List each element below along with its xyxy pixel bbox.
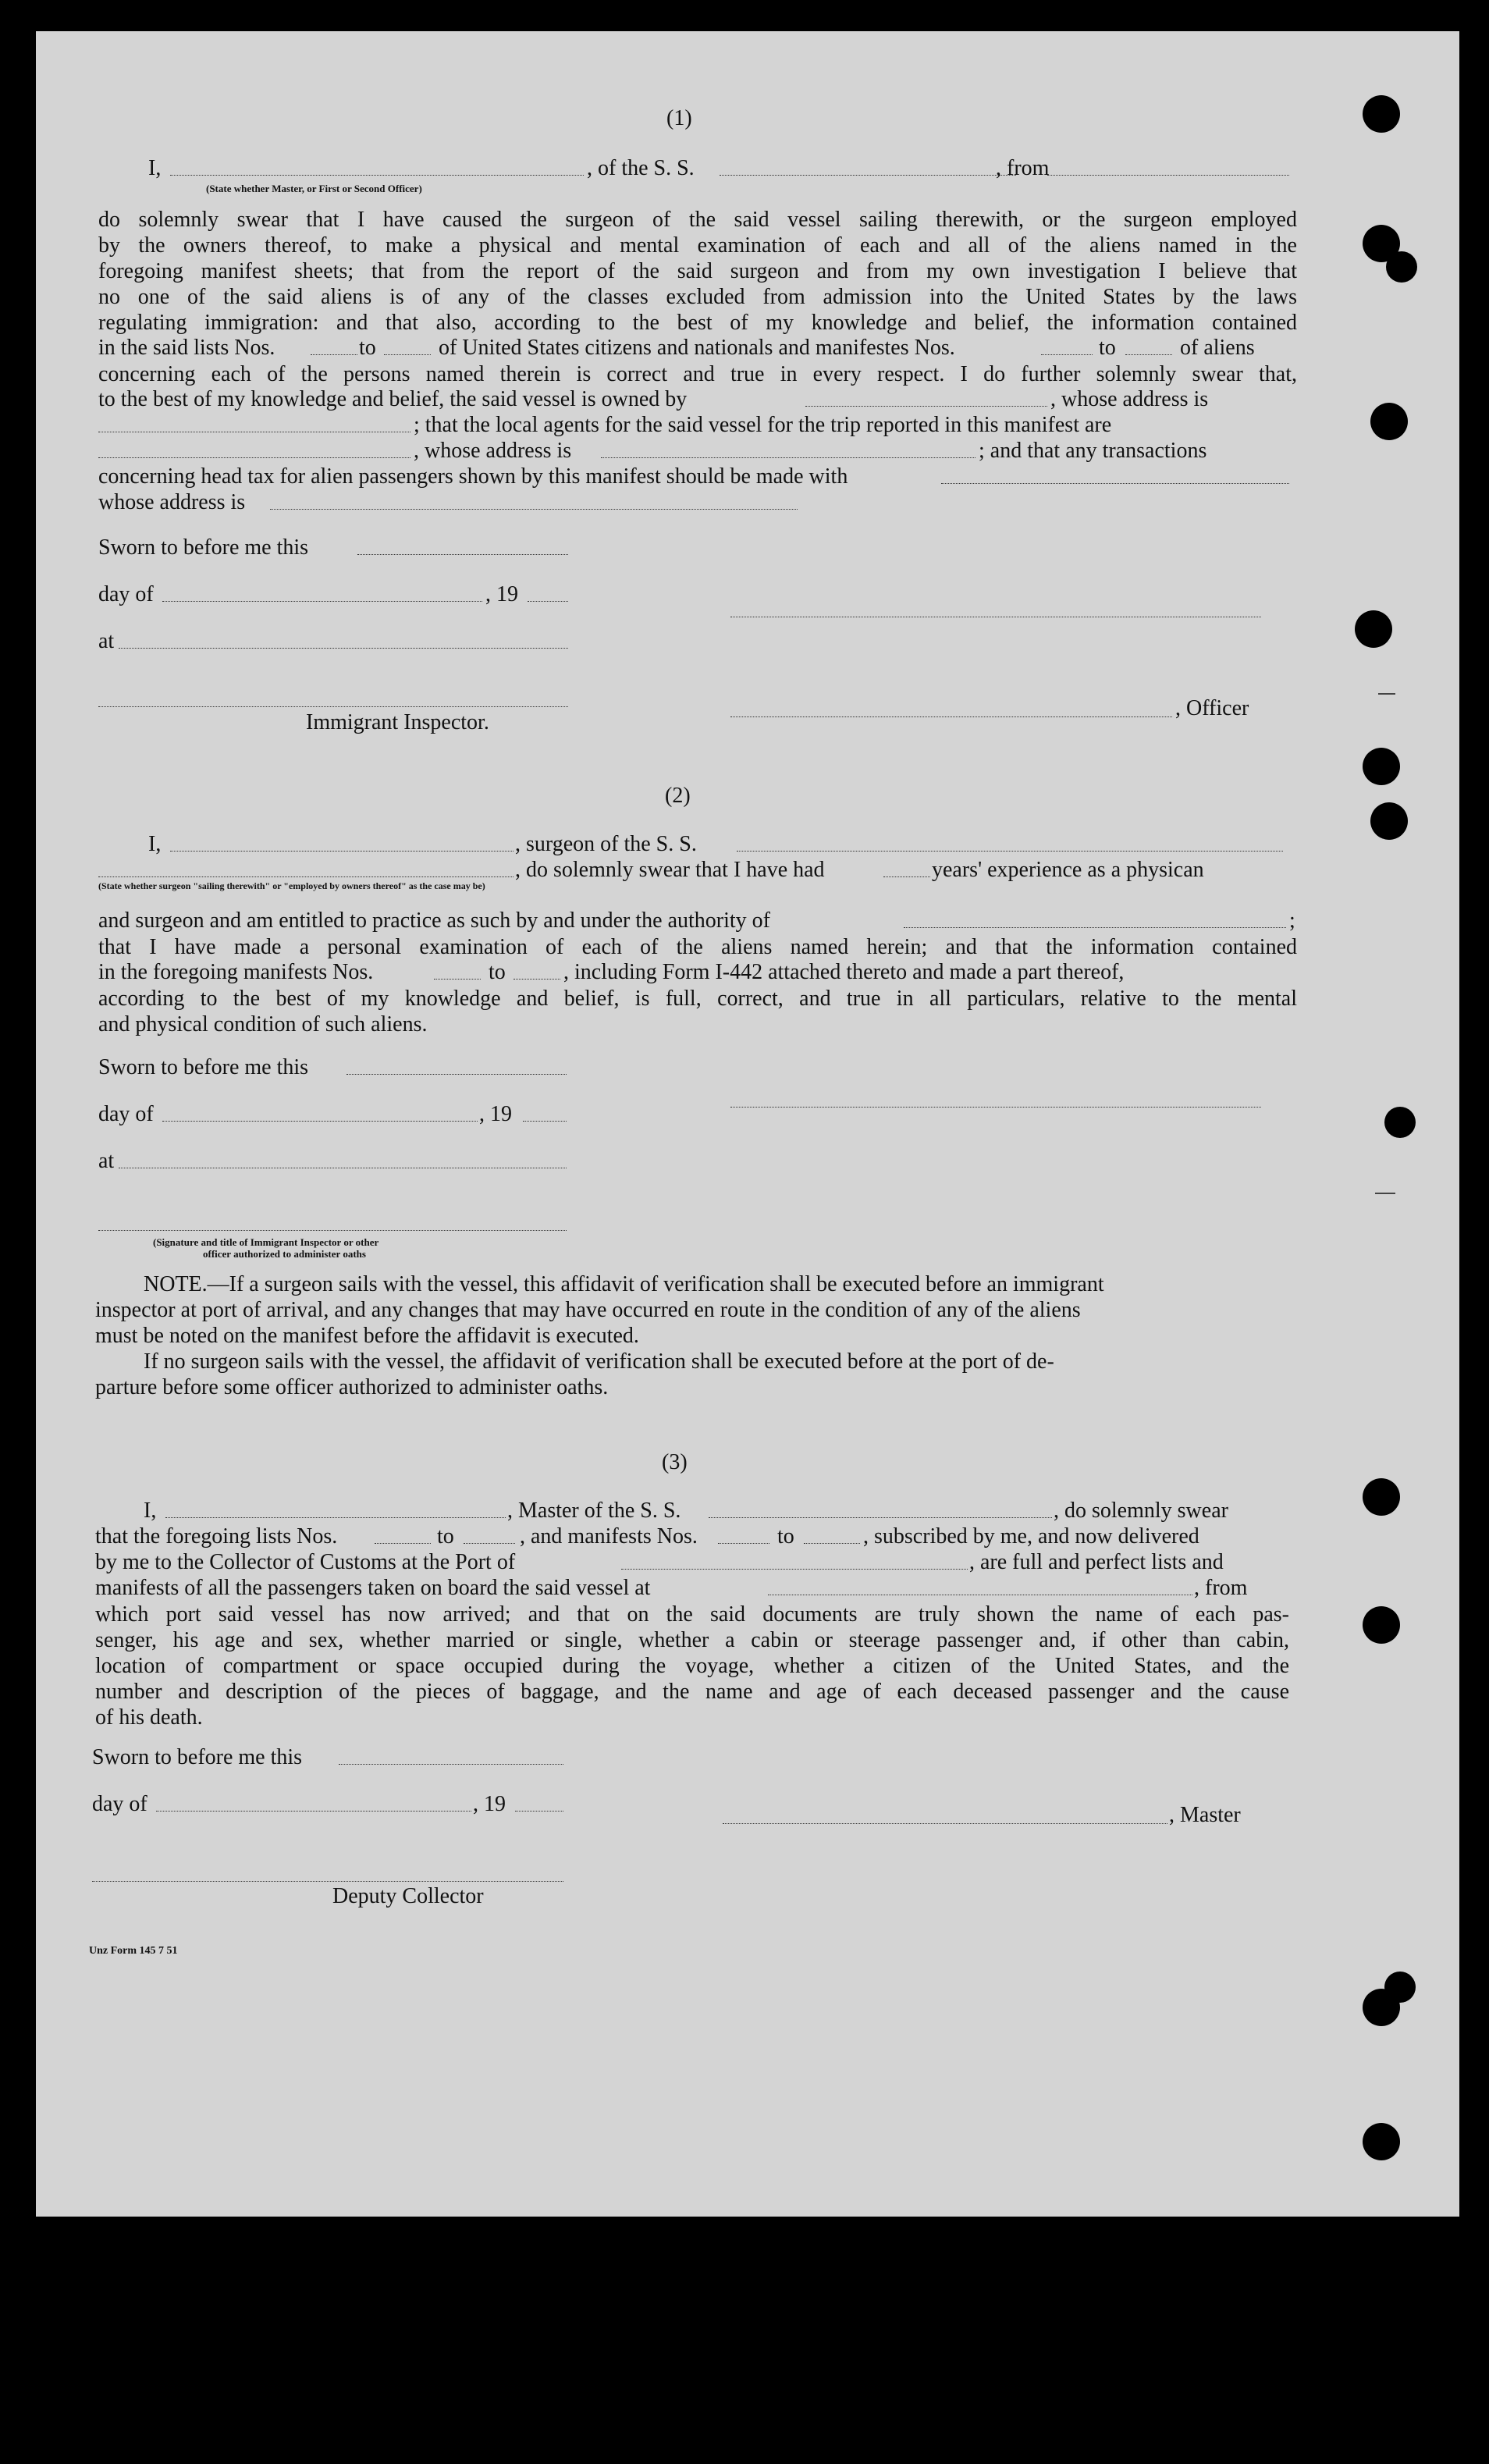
oath-row: concerning each of the persons named therein is correct and true in every respect. I do further solemnly swear that, [98,362,1297,386]
label-from: , from [996,156,1050,180]
punch-hole [1363,1606,1400,1644]
port-field[interactable] [621,1569,968,1570]
form-i442-label: , including Form I-442 attached thereto and made a part thereof, [563,960,1125,984]
agents-address-label: , whose address is [414,439,572,463]
master-paragraph [95,1602,1289,1730]
label-of-ss: , of the S. S. [587,156,695,180]
day-of-label: day of [92,1792,147,1816]
month-field[interactable] [162,601,482,602]
oath-row: which port said vessel has now arrived; and that on the said documents are truly shown the name of each pas- [95,1602,1289,1627]
officer-signature-field[interactable] [730,716,1172,717]
owned-by-label: to the best of my knowledge and belief, the said vessel is owned by [98,387,688,411]
sworn-day-field[interactable] [357,554,568,555]
signature-caption-line1: (Signature and title of Immigrant Inspector or other [153,1236,379,1248]
month-field[interactable] [162,1121,478,1122]
note-text: must be noted on the manifest before the affidavit is executed. [95,1324,639,1348]
day-of-label: day of [98,1102,154,1126]
master-label: , Master [1169,1803,1241,1827]
oath-row: foregoing manifest sheets; that from the report of the said surgeon and from my own investigation I believe that [98,259,1297,283]
oath-row: senger, his age and sex, whether married or single, whether a cabin or steerage passenger and, if other than cabin, [95,1628,1289,1652]
master-name-field[interactable] [165,1517,506,1518]
officer-label: , Officer [1175,696,1249,720]
year-label: , 19 [485,582,518,606]
year-field[interactable] [528,601,568,602]
head-tax-label: concerning head tax for alien passengers shown by this manifest should be made with [98,464,848,489]
punch-hole [1370,403,1408,440]
oath-row-7 [98,361,1297,387]
to-label: to [359,336,376,360]
oath-row: of his death. [95,1705,203,1730]
punch-hole [1363,748,1400,785]
to-label: to [777,1524,794,1548]
label-i: I, [148,832,162,856]
margin-mark [1375,1193,1395,1194]
sworn-label: Sworn to before me this [98,535,309,560]
section-1-number: (1) [666,106,692,130]
surgeon-status-field[interactable] [98,876,514,877]
surgeon-name-field[interactable] [170,851,514,852]
section-3-number: (3) [662,1450,688,1474]
note-text: If no surgeon sails with the vessel, the affidavit of verification shall be executed before at the port of de- [144,1349,1054,1374]
note-text: inspector at port of arrival, and any changes that may have occurred en route in the condition of any of the aliens [95,1298,1081,1322]
surgeon-paragraph-rows [98,986,1297,1037]
agents-address-field[interactable] [601,457,975,458]
label-i: I, [148,156,162,180]
manifests-to-field[interactable] [1125,354,1172,355]
surgeon-vessel-field[interactable] [737,851,1283,852]
authority-label: and surgeon and am entitled to practice as such by and under the authority of [98,908,770,933]
oath-row: do solemnly swear that I have caused the surgeon of the said vessel sailing therewith, or the surgeon employed [98,208,1297,232]
surgeon-paragraph-row [98,934,1297,960]
aliens-label: of aliens [1180,336,1255,360]
lists-label: in the said lists Nos. [98,336,275,360]
note-text: NOTE.—If a surgeon sails with the vessel, this affidavit of verification shall be executed before an immigrant [144,1272,1104,1296]
oath-row: number and description of the pieces of baggage, and the name and age of each deceased passenger and the cause [95,1680,1289,1704]
vessel-name-field[interactable] [720,175,1016,176]
section-2-number: (2) [665,784,691,808]
year-label: , 19 [479,1102,512,1126]
swear-label: , do solemnly swear [1054,1499,1228,1523]
manifests-to-field[interactable] [804,1543,860,1544]
full-lists-label: , are full and perfect lists and [969,1550,1224,1574]
year-field[interactable] [523,1121,567,1122]
form-id: Unz Form 145 7 51 [89,1945,178,1957]
oath-paragraph-1 [98,207,1297,336]
punch-hole [1355,610,1392,648]
head-tax-address-field[interactable] [270,509,798,510]
punch-hole [1384,1972,1416,2003]
passengers-label: manifests of all the passengers taken on board the said vessel at [95,1576,651,1600]
semicolon: ; [1289,908,1295,933]
oath-row: no one of the said aliens is of any of the classes excluded from admission into the United States by the laws [98,285,1297,309]
lists-to-field[interactable] [384,354,431,355]
margin-mark [1378,693,1395,695]
oath-row: regulating immigration: and that also, according to the best of my knowledge and belief, the information contained [98,311,1297,335]
master-subcaption: (State whether Master, or First or Second Officer) [206,183,422,194]
authority-field[interactable] [904,927,1286,928]
collector-port-label: by me to the Collector of Customs at the Port of [95,1550,516,1574]
local-agents-label: ; that the local agents for the said vessel for the trip reported in this manifest are [414,413,1112,437]
punch-hole [1386,251,1417,283]
oath-row: according to the best of my knowledge and belief, is full, correct, and true in all particulars, relative to the mental [98,987,1297,1011]
sworn-label: Sworn to before me this [98,1055,309,1079]
punch-hole [1384,1107,1416,1138]
at-label: at [98,629,115,653]
years-experience-label: years' experience as a physican [932,858,1204,882]
surgeon-manifests-from-field[interactable] [434,979,481,980]
whose-address-label: whose address is [98,490,246,514]
year-field[interactable] [515,1811,563,1812]
subscribed-label: , subscribed by me, and now delivered [863,1524,1199,1548]
label-i: I, [144,1499,157,1523]
master-name-field[interactable] [170,175,584,176]
transactions-label: ; and that any transactions [979,439,1207,463]
lists-from-field[interactable] [311,354,357,355]
collector-signature-field[interactable] [92,1881,563,1882]
from-port-field[interactable] [1047,175,1289,176]
manifests-from-field[interactable] [718,1543,769,1544]
manifests-label: of United States citizens and nationals and manifestes Nos. [439,336,955,360]
swear-label: , do solemnly swear that I have had [515,858,825,882]
month-field[interactable] [156,1811,471,1812]
manifests-from-field[interactable] [1041,354,1093,355]
lists-label: that the foregoing lists Nos. [95,1524,338,1548]
at-place-field[interactable] [119,648,568,649]
document-page [36,31,1459,2217]
sworn-day-field[interactable] [339,1764,563,1765]
year-label: , 19 [473,1792,506,1816]
inspector-signature-field[interactable] [98,706,568,707]
from-label: , from [1194,1576,1248,1600]
day-of-label: day of [98,582,154,606]
to-label: to [489,960,506,984]
manifests-label: , and manifests Nos. [520,1524,698,1548]
years-field[interactable] [883,876,930,877]
sworn-label: Sworn to before me this [92,1745,303,1769]
punch-hole [1363,1478,1400,1516]
surgeon-of-ss-label: , surgeon of the S. S. [515,832,697,856]
owner-field[interactable] [805,406,1047,407]
oath-row: by the owners thereof, to make a physical and mental examination of each and all of the aliens named in the [98,233,1297,258]
collector-caption: Deputy Collector [332,1884,484,1908]
surgeon-manifests-to-field[interactable] [514,979,560,980]
head-tax-field[interactable] [941,483,1289,484]
punch-hole [1370,802,1408,840]
agents-field[interactable] [98,457,410,458]
at-label: at [98,1149,115,1173]
to-label: to [1099,336,1116,360]
oath-row: that I have made a personal examination of each of the aliens named herein; and that the information contained [98,935,1297,959]
master-signature-field[interactable] [723,1823,1167,1824]
master-vessel-field[interactable] [709,1517,1052,1518]
surgeon-signature-field[interactable] [730,1107,1261,1108]
sworn-day-field[interactable] [346,1074,567,1075]
manifests-label: in the foregoing manifests Nos. [98,960,374,984]
punch-hole [1363,95,1400,133]
punch-hole [1363,2123,1400,2160]
to-label: to [437,1524,454,1548]
oath-row: and physical condition of such aliens. [98,1012,428,1036]
note-text: parture before some officer authorized to administer oaths. [95,1375,609,1399]
signature-caption-line2: officer authorized to administer oaths [203,1248,366,1260]
inspector-caption: Immigrant Inspector. [306,710,489,734]
surgeon-subcaption: (State whether surgeon "sailing therewith" or "employed by owners thereof" as the case may be) [98,880,485,891]
oath-row: location of compartment or space occupied during the voyage, whether a citizen of the United States, and the [95,1654,1289,1678]
lists-from-field[interactable] [375,1543,431,1544]
address-label: , whose address is [1050,387,1209,411]
master-of-ss-label: , Master of the S. S. [507,1499,681,1523]
officer-signature-field[interactable] [98,1230,567,1231]
lists-to-field[interactable] [464,1543,515,1544]
